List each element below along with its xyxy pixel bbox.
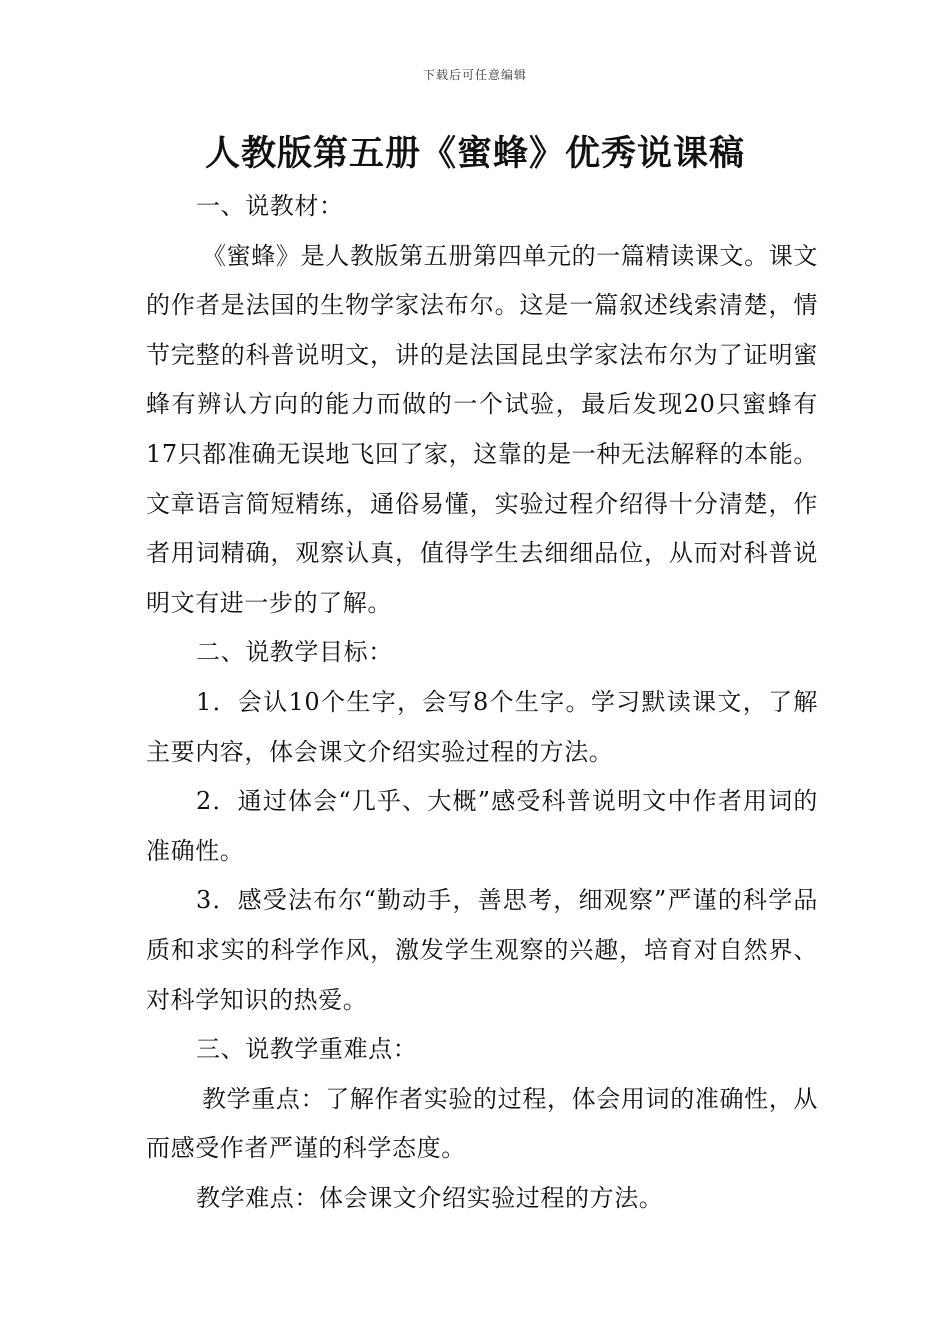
paragraph-difficult-point: 教学难点：体会课文介绍实验过程的方法。	[196, 1183, 664, 1212]
paragraph-key-point: 教学重点：了解作者实验的过程，体会用词的准确性，从而感受作者严谨的科学态度。	[146, 1084, 818, 1163]
header-note: 下载后可任意编辑	[422, 68, 527, 82]
section-heading-key-points: 三、说教学重难点：	[196, 1035, 418, 1064]
document-body	[146, 182, 818, 1223]
objective-item-1: 1．会认10个生字，会写8个生字。学习默读课文，了解主要内容，体会课文介绍实验过程的方法。	[146, 687, 818, 766]
section-heading-textbook: 一、说教材：	[196, 192, 344, 220]
document-title: 人教版第五册《蜜蜂》优秀说课稿	[204, 134, 745, 174]
objective-item-2: 2．通过体会“几乎、大概”感受科普说明文中作者用词的准确性。	[146, 787, 818, 865]
objective-item-3: 3．感受法布尔“勤动手，善思考，细观察”严谨的科学品质和求实的科学作风，激发学生观察的兴趣，培育对自然界、对科学知识的热爱。	[146, 886, 818, 1014]
section-heading-objectives: 二、说教学目标：	[196, 638, 393, 667]
paragraph-textbook-intro: 《蜜蜂》是人教版第五册第四单元的一篇精读课文。课文的作者是法国的生物学家法布尔。这是一篇叙述线索清楚，情节完整的科普说明文，讲的是法国昆虫学家法布尔为了证明蜜蜂有辨认方向的能力而做的一个试验，最后发现20只蜜蜂有17只都准确无误地飞回了家，这靠的是一种无法解释的本能。文章语言简短精练，通俗易懂，实验过程介绍得十分清楚，作者用词精确，观察认真，值得学生去细细品位，从而对科普说明文有进一步的了解。	[146, 241, 818, 617]
